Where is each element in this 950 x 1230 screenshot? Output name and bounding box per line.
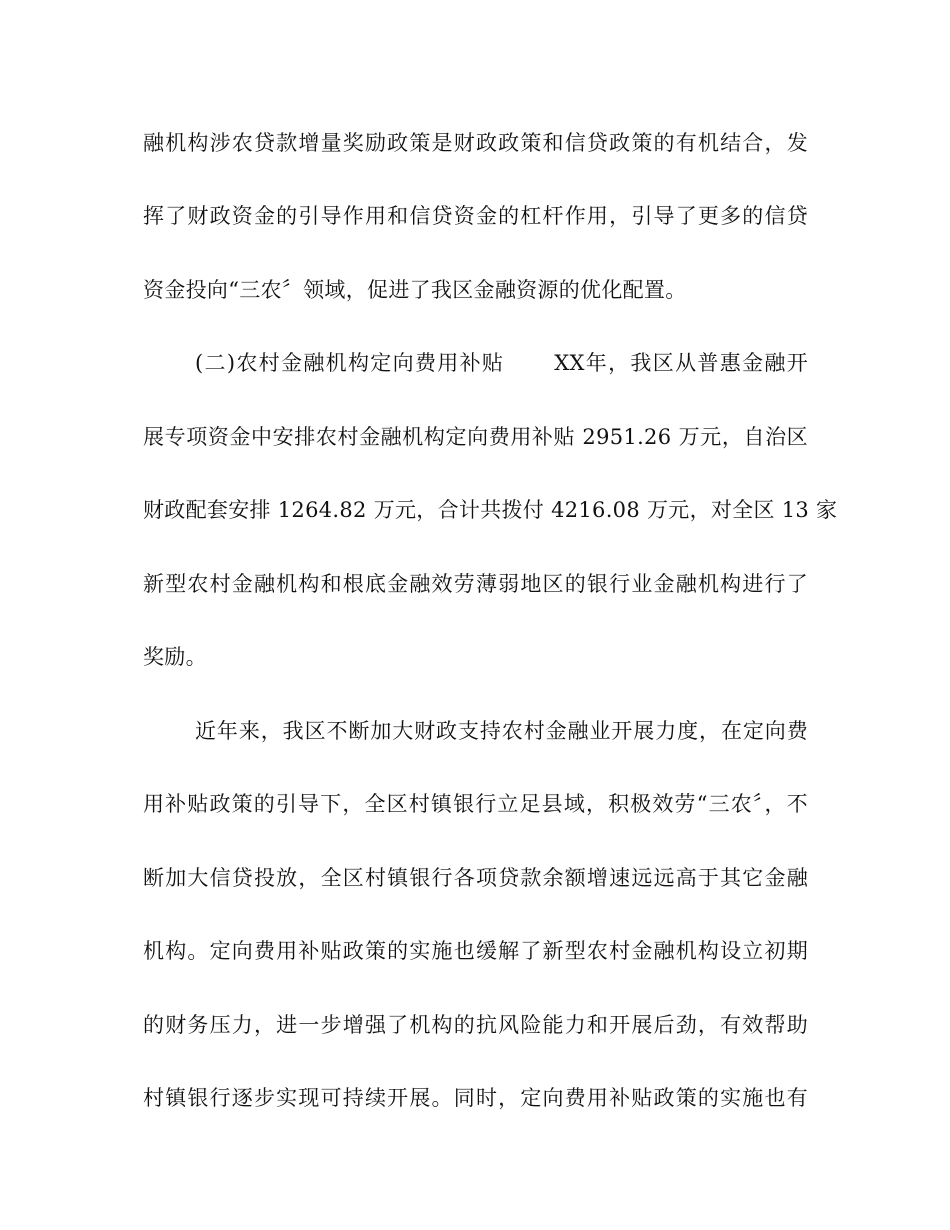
paragraph-3-line-6: 村镇银行逐步实现可持续开展。同时，定向费用补贴政策的实施也有 — [143, 1086, 808, 1110]
paragraph-2-first-line-text: XX年，我区从普惠金融开 — [554, 351, 808, 375]
section-heading: (二)农村金融机构定向费用补贴 — [195, 351, 505, 375]
paragraph-3-line-5: 的财务压力，进一步增强了机构的抗风险能力和开展后劲，有效帮助 — [143, 1013, 808, 1037]
paragraph-3-line-2: 用补贴政策的引导下，全区村镇银行立足县域，积极效劳“三农〞，不 — [143, 792, 808, 816]
paragraph-2-line-4: 新型农村金融机构和根底金融效劳薄弱地区的银行业金融机构进行了 — [143, 572, 808, 596]
paragraph-3-line-3: 断加大信贷投放，全区村镇银行各项贷款余额增速远远高于其它金融 — [143, 866, 808, 890]
paragraph-1-line-2: 挥了财政资金的引导作用和信贷资金的杠杆作用，引导了更多的信贷 — [143, 204, 808, 228]
paragraph-3-line-4: 机构。定向费用补贴政策的实施也缓解了新型农村金融机构设立初期 — [143, 939, 808, 963]
paragraph-1-line-3: 资金投向“三农〞领域，促进了我区金融资源的优化配置。 — [143, 278, 687, 302]
paragraph-1-line-1: 融机构涉农贷款增量奖励政策是财政政策和信贷政策的有机结合，发 — [143, 131, 808, 155]
paragraph-2-line-2: 展专项资金中安排农村金融机构定向费用补贴 2951.26 万元，自治区 — [143, 425, 808, 449]
paragraph-2-line-5: 奖励。 — [143, 645, 207, 669]
paragraph-2-line-3: 财政配套安排 1264.82 万元，合计共拨付 4216.08 万元，对全区 13 家 — [143, 498, 838, 522]
paragraph-3-line-1: 近年来，我区不断加大财政支持农村金融业开展力度，在定向费 — [195, 719, 808, 743]
paragraph-2-first-line — [195, 350, 808, 376]
